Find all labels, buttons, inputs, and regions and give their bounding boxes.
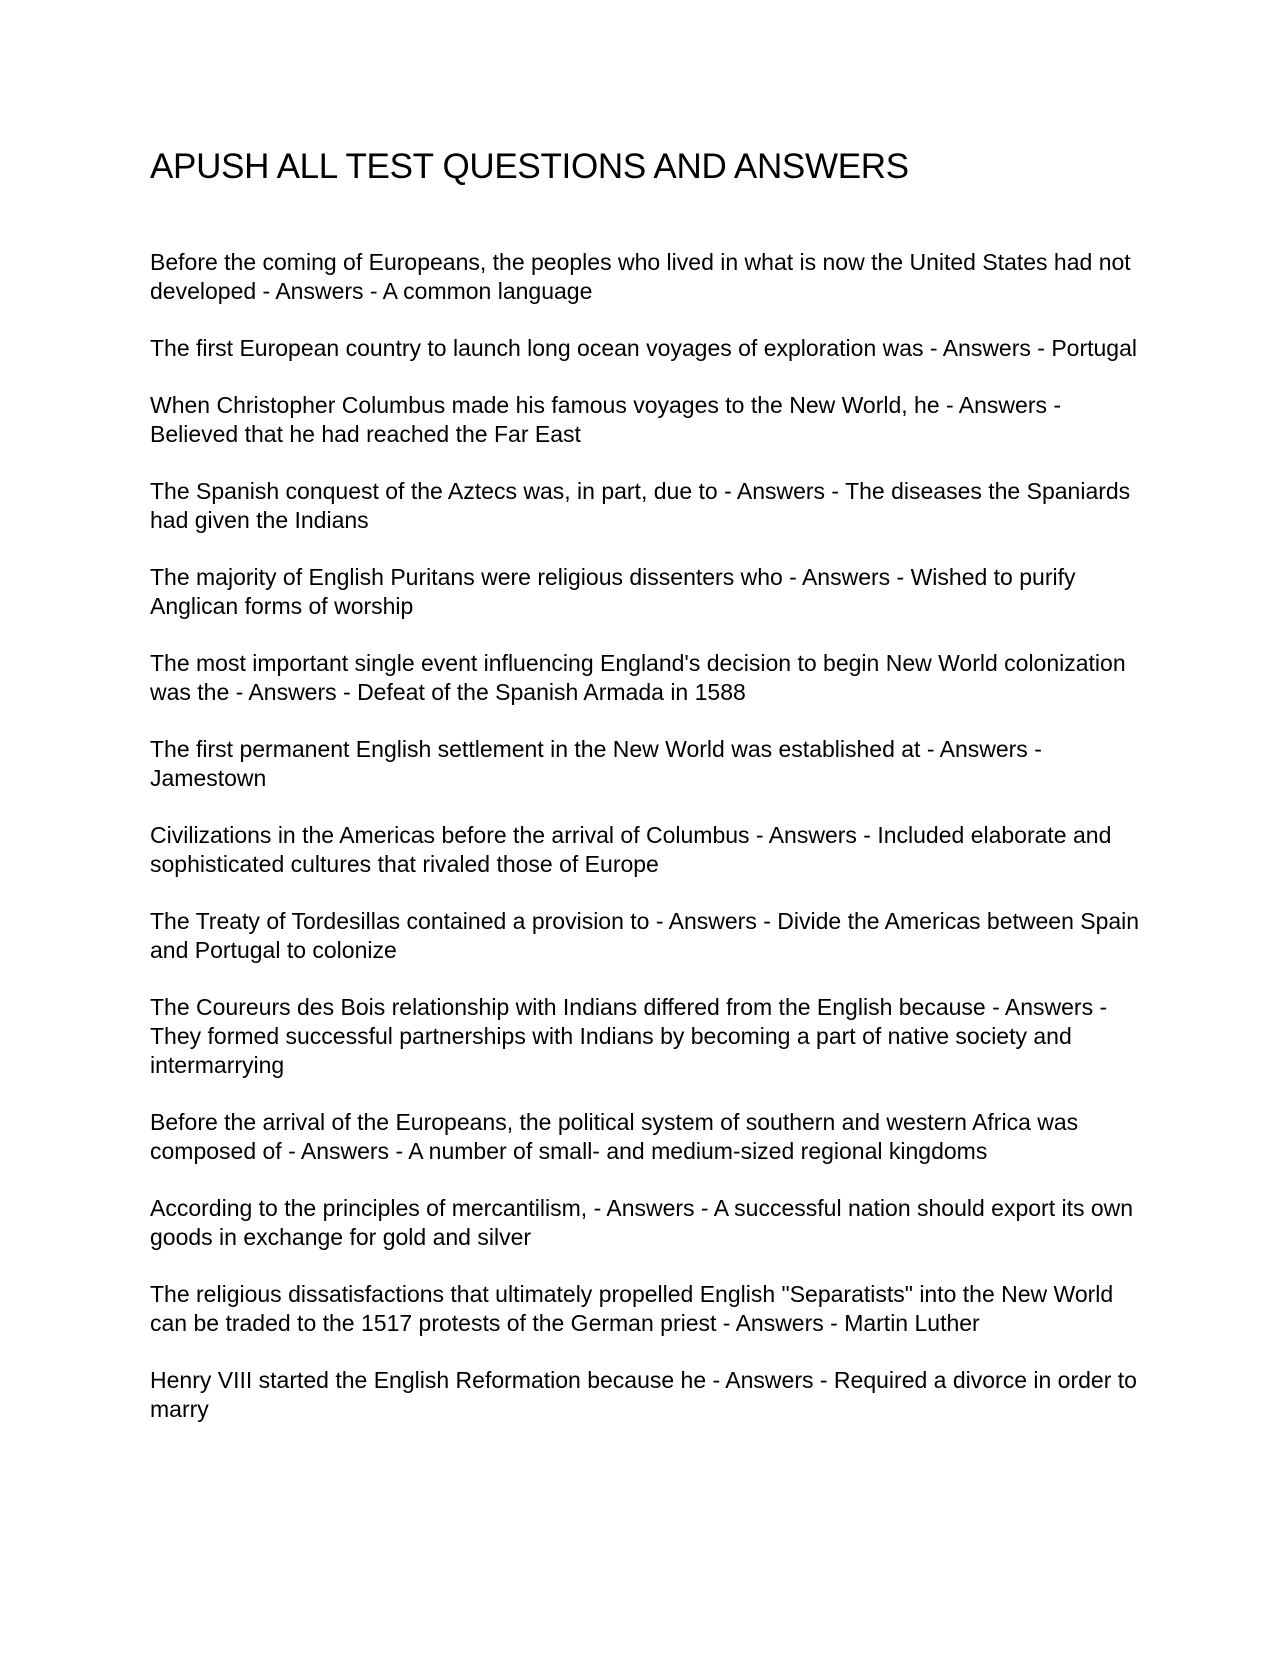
qa-item: According to the principles of mercantilism, - Answers - A successful nation should export its own goods in exchange for gold and silver — [150, 1195, 1134, 1250]
qa-item: Before the arrival of the Europeans, the political system of southern and western Africa was composed of - Answers - A number of small- and medium-sized regional kingdoms — [150, 1109, 1079, 1164]
qa-item: When Christopher Columbus made his famous voyages to the New World, he - Answers - Believed that he had reached the Far East — [150, 392, 1062, 447]
qa-item: The first permanent English settlement in the New World was established at - Answers - Jamestown — [150, 736, 1042, 791]
qa-item: The Treaty of Tordesillas contained a provision to - Answers - Divide the Americas between Spain and Portugal to colonize — [150, 908, 1140, 963]
page-title: APUSH ALL TEST QUESTIONS AND ANSWERS — [150, 147, 909, 186]
qa-item: The majority of English Puritans were religious dissenters who - Answers - Wished to purify Anglican forms of worship — [150, 564, 1076, 619]
qa-item: Before the coming of Europeans, the peoples who lived in what is now the United States had not developed - Answers - A common language — [150, 249, 1131, 304]
qa-item: The Coureurs des Bois relationship with Indians differed from the English because - Answers - They formed successful partnerships with Indians by becoming a part of native society and intermarrying — [150, 994, 1108, 1078]
document-page — [150, 0, 1140, 1656]
qa-item: The most important single event influencing England's decision to begin New World colonization was the - Answers - Defeat of the Spanish Armada in 1588 — [150, 650, 1126, 705]
qa-item: The Spanish conquest of the Aztecs was, in part, due to - Answers - The diseases the Spaniards had given the Indians — [150, 478, 1131, 533]
qa-list — [150, 248, 1140, 1452]
qa-item: Civilizations in the Americas before the arrival of Columbus - Answers - Included elaborate and sophisticated cultures that rivaled those of Europe — [150, 822, 1112, 877]
qa-item: The religious dissatisfactions that ultimately propelled English "Separatists" into the New World can be traded to the 1517 protests of the German priest - Answers - Martin Luther — [150, 1281, 1114, 1336]
qa-item: The first European country to launch long ocean voyages of exploration was - Answers - Portugal — [150, 335, 1137, 361]
qa-item: Henry VIII started the English Reformation because he - Answers - Required a divorce in order to marry — [150, 1367, 1137, 1422]
